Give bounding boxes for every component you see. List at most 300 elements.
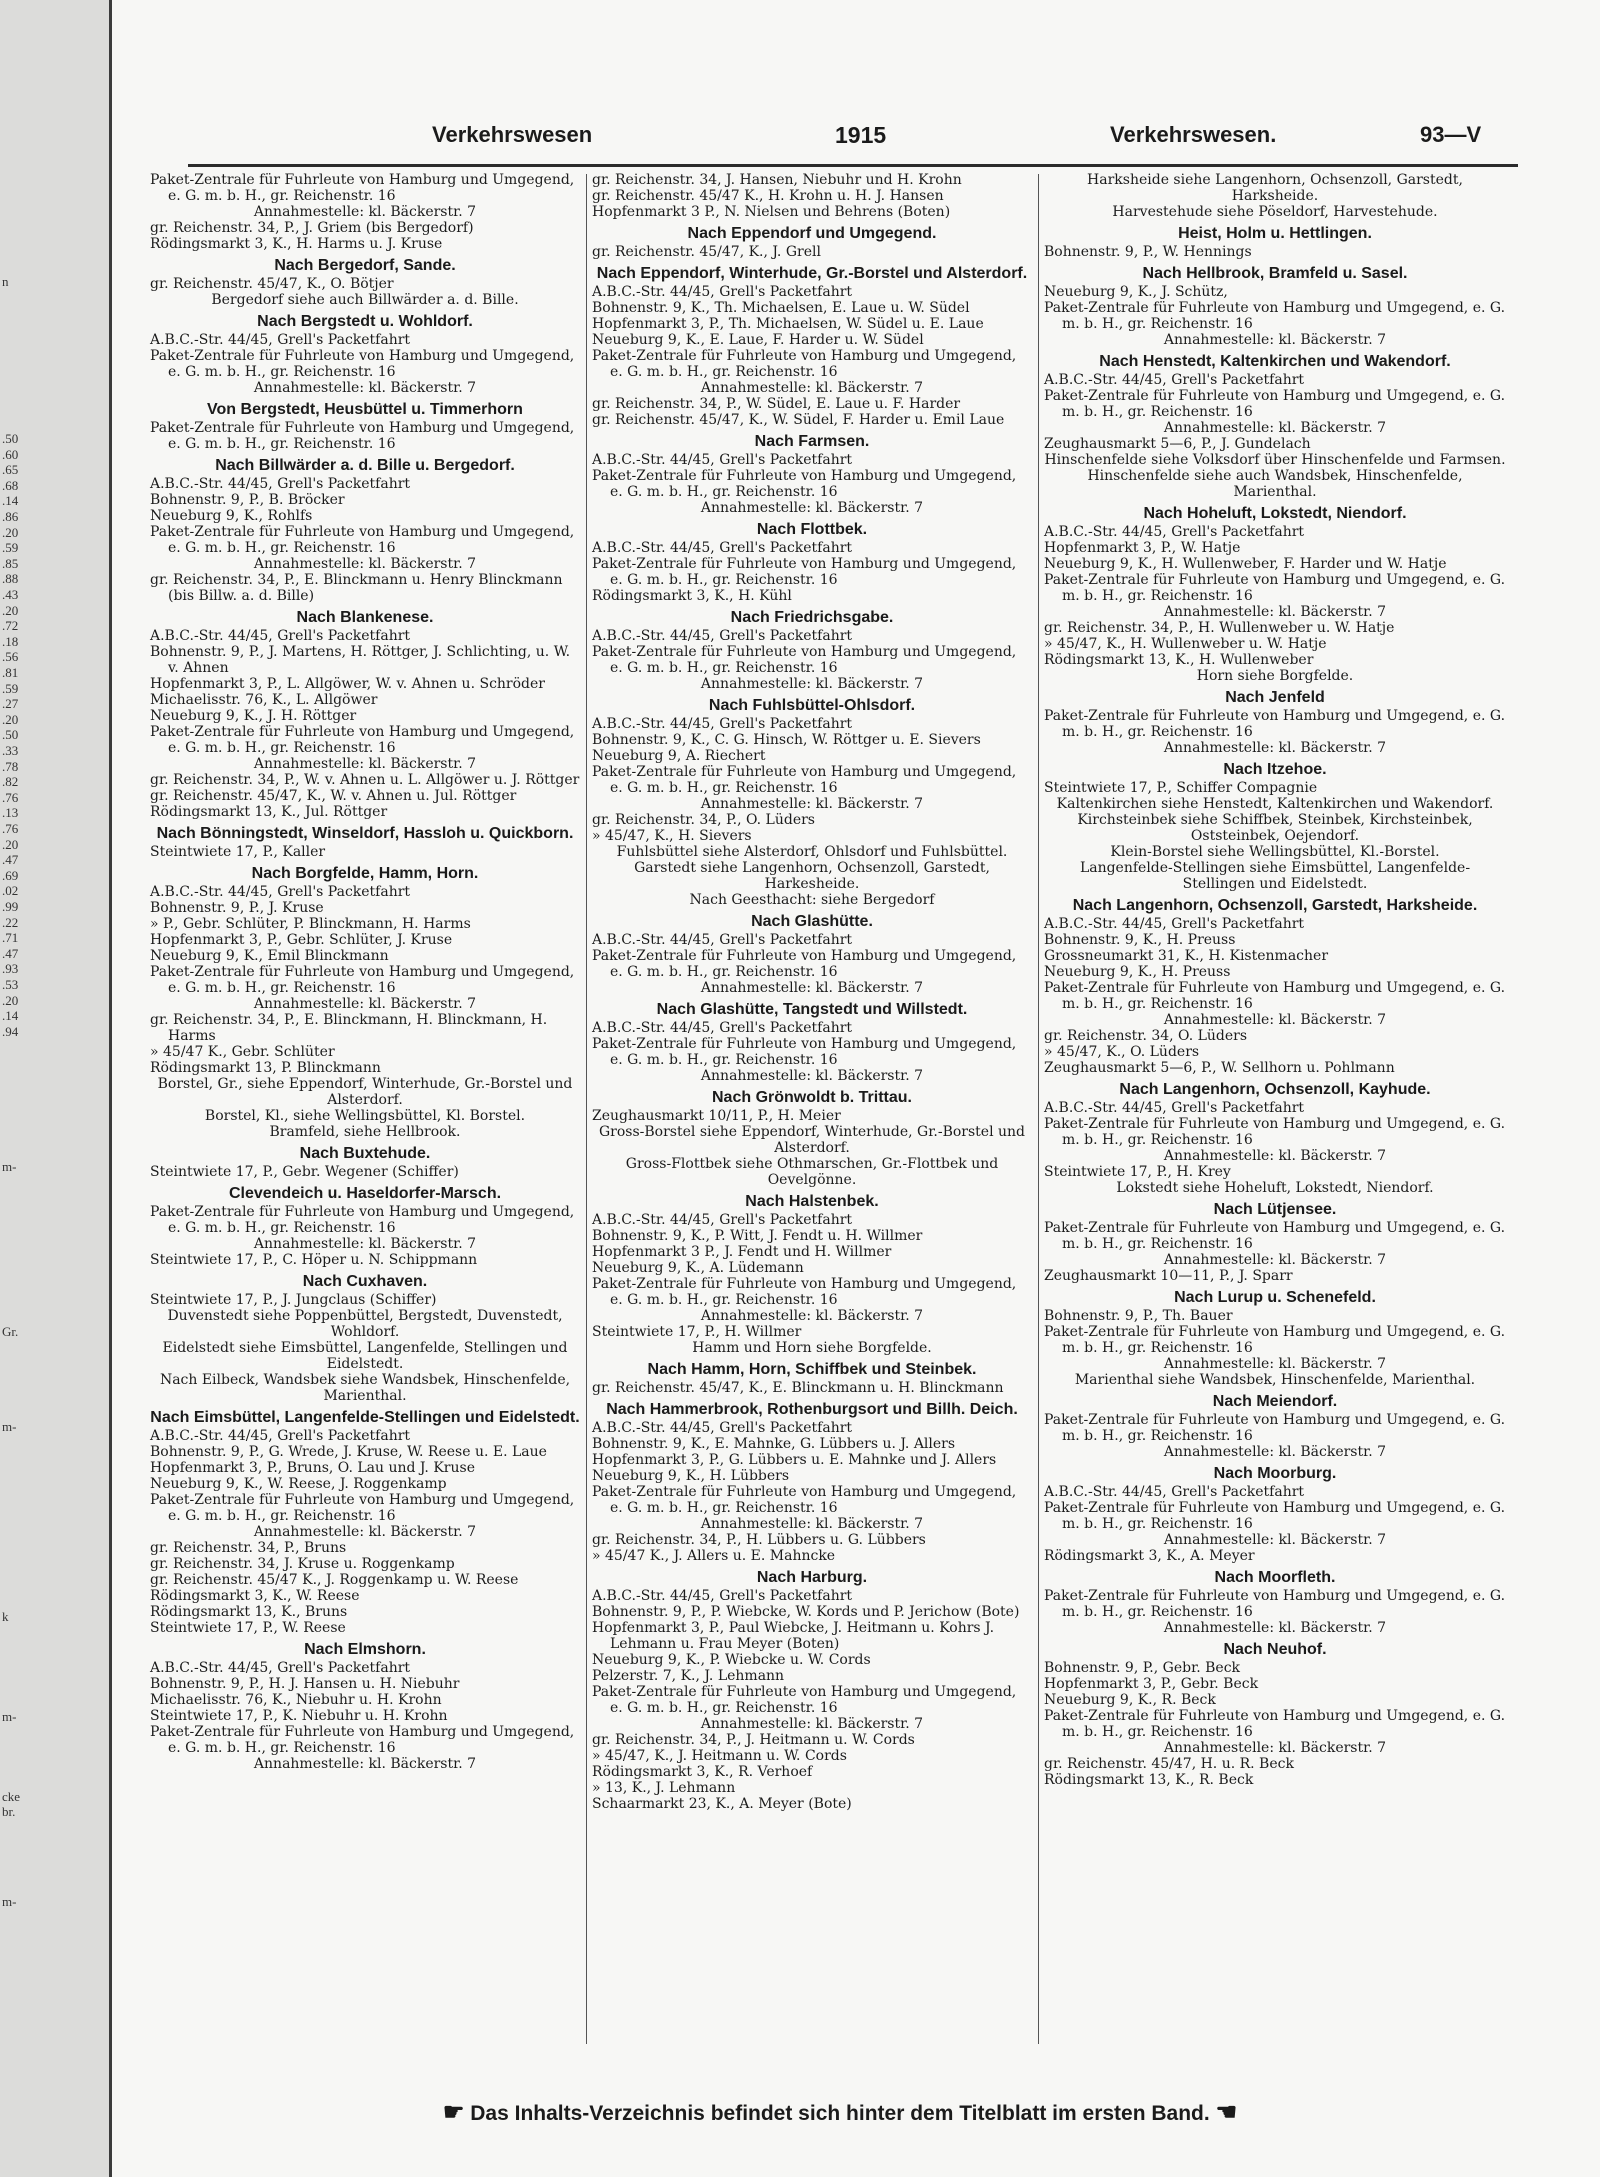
- directory-entry: Bohnenstr. 9, P., J. Kruse: [150, 900, 324, 916]
- directory-entry: gr. Reichenstr. 34, P., J. Heitmann u. W. Cords: [592, 1732, 915, 1748]
- cross-reference: Hinschenfelde siehe auch Wandsbek, Hinschenfelde, Marienthal.: [1087, 468, 1463, 500]
- cross-reference: Lokstedt siehe Hoheluft, Lokstedt, Niendorf.: [1116, 1180, 1434, 1196]
- directory-entry: A.B.C.-Str. 44/45, Grell's Packetfahrt: [592, 1212, 853, 1228]
- gutter-fragment: m-: [2, 1419, 17, 1434]
- directory-entry: Bohnenstr. 9, K., P. Witt, J. Fendt u. H. Willmer: [592, 1228, 923, 1244]
- column-1: [150, 172, 580, 1772]
- cross-reference: Kaltenkirchen siehe Henstedt, Kaltenkirchen und Wakendorf.: [1056, 796, 1494, 812]
- cross-reference: Eidelstedt siehe Eimsbüttel, Langenfelde, Stellingen und Eidelstedt.: [162, 1340, 568, 1372]
- footer-text: Das Inhalts-Verzeichnis befindet sich hinter dem Titelblatt im ersten Band.: [470, 2102, 1210, 2125]
- gutter-number: .02: [2, 883, 19, 899]
- directory-entry: Paket-Zentrale für Fuhrleute von Hamburg und Umgegend, e. G. m. b. H., gr. Reichenstr. 16: [150, 1492, 575, 1524]
- directory-entry: Neueburg 9, K., A. Lüdemann: [592, 1260, 804, 1276]
- directory-entry: » 45/47, K., H. Wullenweber u. W. Hatje: [1044, 636, 1327, 652]
- section-heading: Nach Halstenbek.: [745, 1193, 879, 1210]
- cross-reference: Annahmestelle: kl. Bäckerstr. 7: [700, 676, 924, 692]
- directory-entry: Rödingsmarkt 3, K., A. Meyer: [1044, 1548, 1255, 1564]
- cross-reference: Harksheide siehe Langenhorn, Ochsenzoll, Garstedt, Harksheide.: [1087, 172, 1463, 204]
- section-heading: Nach Henstedt, Kaltenkirchen und Wakendorf.: [1099, 353, 1451, 370]
- gutter-number: .78: [2, 758, 19, 774]
- footer-note: [120, 2098, 1560, 2127]
- directory-entry: Bohnenstr. 9, K., H. Preuss: [1044, 932, 1236, 948]
- directory-entry: Neueburg 9, K., P. Wiebcke u. W. Cords: [592, 1652, 871, 1668]
- directory-entry: Paket-Zentrale für Fuhrleute von Hamburg und Umgegend, e. G. m. b. H., gr. Reichenstr. 16: [1044, 1324, 1506, 1356]
- section-heading: Nach Eppendorf und Umgegend.: [687, 225, 937, 242]
- directory-entry: A.B.C.-Str. 44/45, Grell's Packetfahrt: [150, 1660, 411, 1676]
- cross-reference: Annahmestelle: kl. Bäckerstr. 7: [1163, 1252, 1387, 1268]
- header-rule: [188, 164, 1518, 167]
- page-header: [120, 122, 1560, 162]
- gutter-number: .94: [2, 1023, 19, 1039]
- cross-reference: Annahmestelle: kl. Bäckerstr. 7: [700, 980, 924, 996]
- directory-entry: Hopfenmarkt 3, P., G. Lübbers u. E. Mahnke und J. Allers: [592, 1452, 997, 1468]
- directory-entry: » 45/47, K., O. Lüders: [1044, 1044, 1200, 1060]
- directory-entry: Paket-Zentrale für Fuhrleute von Hamburg und Umgegend, e. G. m. b. H., gr. Reichenstr. 16: [150, 348, 575, 380]
- section-heading: Nach Fuhlsbüttel-Ohlsdorf.: [708, 697, 916, 714]
- gutter-number: .43: [2, 587, 19, 602]
- gutter-number: .53: [2, 977, 19, 992]
- directory-entry: Bohnenstr. 9, P., G. Wrede, J. Kruse, W. Reese u. E. Laue: [150, 1444, 547, 1460]
- section-heading: Nach Flottbek.: [756, 521, 868, 538]
- cross-reference: Nach Geesthacht: siehe Bergedorf: [689, 892, 935, 908]
- directory-entry: Hopfenmarkt 3 P., J. Fendt und H. Willmer: [592, 1244, 892, 1260]
- cross-reference: Annahmestelle: kl. Bäckerstr. 7: [1163, 1620, 1387, 1636]
- directory-entry: » 45/47 K., Gebr. Schlüter: [150, 1044, 335, 1060]
- gutter-number: .88: [2, 571, 19, 587]
- gutter-number: .76: [2, 821, 19, 836]
- section-heading: Nach Hamm, Horn, Schiffbek und Steinbek.: [647, 1361, 977, 1378]
- directory-entry: Paket-Zentrale für Fuhrleute von Hamburg und Umgegend, e. G. m. b. H., gr. Reichenstr. 16: [150, 420, 575, 452]
- section-heading: Nach Langenhorn, Ochsenzoll, Garstedt, Harksheide.: [1072, 897, 1478, 914]
- gutter-fragment: n: [2, 274, 9, 289]
- directory-entry: A.B.C.-Str. 44/45, Grell's Packetfahrt: [150, 332, 411, 348]
- cross-reference: Annahmestelle: kl. Bäckerstr. 7: [1163, 1148, 1387, 1164]
- directory-entry: Bohnenstr. 9, P., P. Wiebcke, W. Kords und P. Jerichow (Bote): [592, 1604, 1020, 1620]
- directory-entry: Neueburg 9, K., H. Lübbers: [592, 1468, 790, 1484]
- gutter-number: .76: [2, 789, 19, 805]
- directory-entry: A.B.C.-Str. 44/45, Grell's Packetfahrt: [150, 476, 411, 492]
- cross-reference: Gross-Borstel siehe Eppendorf, Winterhude, Gr.-Borstel und Alsterdorf.: [598, 1124, 1025, 1156]
- directory-entry: Neueburg 9, A. Riechert: [592, 748, 766, 764]
- directory-entry: gr. Reichenstr. 45/47, H. u. R. Beck: [1044, 1756, 1294, 1772]
- section-heading: Nach Bergstedt u. Wohldorf.: [257, 313, 473, 330]
- directory-entry: A.B.C.-Str. 44/45, Grell's Packetfahrt: [592, 1020, 853, 1036]
- header-right-title: Verkehrswesen.: [1110, 122, 1277, 147]
- directory-entry: Bohnenstr. 9, K., Th. Michaelsen, E. Laue u. W. Südel: [592, 300, 970, 316]
- directory-entry: Paket-Zentrale für Fuhrleute von Hamburg und Umgegend, e. G. m. b. H., gr. Reichenstr. 16: [1044, 1500, 1506, 1532]
- pointing-hand-right-icon: ☛: [442, 2099, 465, 2126]
- cross-reference: Annahmestelle: kl. Bäckerstr. 7: [1163, 1356, 1387, 1372]
- section-heading: Nach Blankenese.: [296, 609, 434, 626]
- gutter-number: .65: [2, 462, 19, 478]
- section-heading: Nach Eppendorf, Winterhude, Gr.-Borstel und Alsterdorf.: [596, 265, 1028, 282]
- gutter-number: .69: [2, 867, 19, 883]
- directory-entry: Hopfenmarkt 3 P., N. Nielsen und Behrens (Boten): [592, 204, 951, 220]
- directory-entry: Hopfenmarkt 3, P., L. Allgöwer, W. v. Ahnen u. Schröder: [150, 676, 545, 692]
- section-heading: Nach Billwärder a. d. Bille u. Bergedorf.: [215, 457, 515, 474]
- directory-entry: Paket-Zentrale für Fuhrleute von Hamburg und Umgegend, e. G. m. b. H., gr. Reichenstr. 16: [592, 644, 1017, 676]
- section-heading: Nach Bergedorf, Sande.: [274, 257, 456, 274]
- page-number: 93—V: [1420, 122, 1482, 147]
- gutter-number: .59: [2, 540, 19, 556]
- directory-entry: Bohnenstr. 9, P., J. Martens, H. Röttger, J. Schlichting, u. W. v. Ahnen: [150, 644, 571, 676]
- cross-reference: Annahmestelle: kl. Bäckerstr. 7: [700, 1308, 924, 1324]
- section-heading: Nach Itzehoe.: [1223, 761, 1327, 778]
- cross-reference: Annahmestelle: kl. Bäckerstr. 7: [700, 500, 924, 516]
- gutter-fragment: m-: [2, 1159, 17, 1174]
- cross-reference: Langenfelde-Stellingen siehe Eimsbüttel, Langenfelde-Stellingen und Eidelstedt.: [1079, 860, 1471, 892]
- directory-entry: Rödingsmarkt 13, K., R. Beck: [1044, 1772, 1254, 1788]
- section-heading: Nach Neuhof.: [1223, 1641, 1327, 1658]
- section-heading: Nach Lurup u. Schenefeld.: [1174, 1289, 1376, 1306]
- directory-entry: Rödingsmarkt 13, P. Blinckmann: [150, 1060, 381, 1076]
- directory-entry: Rödingsmarkt 13, K., Jul. Röttger: [150, 804, 388, 820]
- section-heading: Nach Borgfelde, Hamm, Horn.: [251, 865, 479, 882]
- directory-entry: gr. Reichenstr. 45/47, K., E. Blinckmann u. H. Blinckmann: [592, 1380, 1004, 1396]
- directory-entry: Paket-Zentrale für Fuhrleute von Hamburg und Umgegend, e. G. m. b. H., gr. Reichenstr. 16: [592, 468, 1017, 500]
- directory-entry: Paket-Zentrale für Fuhrleute von Hamburg und Umgegend, e. G. m. b. H., gr. Reichenstr. 16: [1044, 1708, 1506, 1740]
- section-heading: Nach Jenfeld: [1225, 689, 1325, 706]
- gutter-number: .68: [2, 477, 19, 493]
- directory-entry: Paket-Zentrale für Fuhrleute von Hamburg und Umgegend, e. G. m. b. H., gr. Reichenstr. 16: [1044, 1588, 1506, 1620]
- directory-entry: Paket-Zentrale für Fuhrleute von Hamburg und Umgegend, e. G. m. b. H., gr. Reichenstr. 16: [592, 1684, 1017, 1716]
- directory-entry: A.B.C.-Str. 44/45, Grell's Packetfahrt: [592, 284, 853, 300]
- directory-entry: gr. Reichenstr. 34, P., H. Lübbers u. G. Lübbers: [592, 1532, 926, 1548]
- directory-entry: Paket-Zentrale für Fuhrleute von Hamburg und Umgegend, e. G. m. b. H., gr. Reichenstr. 16: [592, 556, 1017, 588]
- gutter-number: .14: [2, 1008, 19, 1024]
- directory-entry: Paket-Zentrale für Fuhrleute von Hamburg und Umgegend, e. G. m. b. H., gr. Reichenstr. 16: [592, 764, 1017, 796]
- directory-entry: gr. Reichenstr. 45/47, K., W. v. Ahnen u. Jul. Röttger: [150, 788, 517, 804]
- gutter-number: .20: [2, 992, 19, 1008]
- section-heading: Nach Farmsen.: [754, 433, 870, 450]
- directory-entry: gr. Reichenstr. 45/47, K., J. Grell: [592, 244, 821, 260]
- gutter-number: .47: [2, 945, 19, 961]
- gutter-number: .93: [2, 961, 19, 977]
- gutter-number: .14: [2, 493, 19, 509]
- directory-entry: Neueburg 9, K., H. Wullenweber, F. Harder und W. Hatje: [1044, 556, 1447, 572]
- gutter-fragment: br.: [2, 1804, 16, 1819]
- gutter-fragment: k: [2, 1609, 9, 1624]
- section-heading: Nach Harburg.: [756, 1569, 868, 1586]
- directory-entry: Neueburg 9, K., H. Preuss: [1044, 964, 1231, 980]
- directory-entry: Paket-Zentrale für Fuhrleute von Hamburg und Umgegend, e. G. m. b. H., gr. Reichenstr. 16: [150, 1204, 575, 1236]
- directory-entry: Paket-Zentrale für Fuhrleute von Hamburg und Umgegend, e. G. m. b. H., gr. Reichenstr. 16: [592, 348, 1017, 380]
- directory-entry: gr. Reichenstr. 45/47, K., O. Bötjer: [150, 276, 394, 292]
- cross-reference: Annahmestelle: kl. Bäckerstr. 7: [253, 996, 477, 1012]
- cross-reference: Annahmestelle: kl. Bäckerstr. 7: [1163, 1532, 1387, 1548]
- directory-entry: Michaelisstr. 76, K., Niebuhr u. H. Krohn: [150, 1692, 442, 1708]
- directory-entry: A.B.C.-Str. 44/45, Grell's Packetfahrt: [592, 540, 853, 556]
- directory-entry: Michaelisstr. 76, K., L. Allgöwer: [150, 692, 378, 708]
- gutter-number: .13: [2, 805, 19, 821]
- gutter-number: .20: [2, 524, 19, 540]
- gutter-number: .99: [2, 899, 19, 914]
- directory-entry: Steintwiete 17, P., Gebr. Wegener (Schiffer): [150, 1164, 459, 1180]
- directory-entry: gr. Reichenstr. 45/47 K., J. Roggenkamp u. W. Reese: [150, 1572, 519, 1588]
- directory-entry: Paket-Zentrale für Fuhrleute von Hamburg und Umgegend, e. G. m. b. H., gr. Reichenstr. 16: [150, 524, 575, 556]
- directory-entry: Paket-Zentrale für Fuhrleute von Hamburg und Umgegend, e. G. m. b. H., gr. Reichenstr. 16: [1044, 388, 1506, 420]
- cross-reference: Hamm und Horn siehe Borgfelde.: [692, 1340, 932, 1356]
- directory-entry: Paket-Zentrale für Fuhrleute von Hamburg und Umgegend, e. G. m. b. H., gr. Reichenstr. 16: [1044, 1116, 1506, 1148]
- directory-entry: Steintwiete 17, P., H. Krey: [1044, 1164, 1231, 1180]
- directory-entry: » P., Gebr. Schlüter, P. Blinckmann, H. Harms: [150, 916, 471, 932]
- directory-entry: Zeughausmarkt 5—6, P., J. Gundelach: [1044, 436, 1311, 452]
- cross-reference: Fuhlsbüttel siehe Alsterdorf, Ohlsdorf und Fuhlsbüttel.: [616, 844, 1008, 860]
- directory-entry: Neueburg 9, K., E. Laue, F. Harder u. W. Südel: [592, 332, 924, 348]
- gutter-fragment: cke: [2, 1789, 21, 1804]
- directory-entry: Hopfenmarkt 3, P., Th. Michaelsen, W. Südel u. E. Laue: [592, 316, 984, 332]
- directory-entry: Hopfenmarkt 3, P., Gebr. Beck: [1044, 1676, 1259, 1692]
- gutter-number: .18: [2, 633, 19, 649]
- directory-entry: A.B.C.-Str. 44/45, Grell's Packetfahrt: [150, 884, 411, 900]
- cross-reference: Harvestehude siehe Pöseldorf, Harvestehude.: [1112, 204, 1438, 220]
- directory-entry: gr. Reichenstr. 34, P., E. Blinckmann, H. Blinckmann, H. Harms: [150, 1012, 548, 1044]
- cross-reference: Annahmestelle: kl. Bäckerstr. 7: [700, 380, 924, 396]
- directory-entry: Rödingsmarkt 3, K., H. Kühl: [592, 588, 792, 604]
- gutter-number: .33: [2, 743, 19, 758]
- cross-reference: Borstel, Gr., siehe Eppendorf, Winterhude, Gr.-Borstel und Alsterdorf.: [157, 1076, 573, 1108]
- directory-entry: Hopfenmarkt 3, P., Paul Wiebcke, J. Heitmann u. Kohrs J. Lehmann u. Frau Meyer (Boten): [592, 1620, 995, 1652]
- directory-entry: Steintwiete 17, P., H. Willmer: [592, 1324, 802, 1340]
- gutter-number: .50: [2, 727, 19, 743]
- directory-entry: Bohnenstr. 9, P., Th. Bauer: [1044, 1308, 1233, 1324]
- cross-reference: Annahmestelle: kl. Bäckerstr. 7: [253, 1524, 477, 1540]
- directory-entry: Rödingsmarkt 13, K., H. Wullenweber: [1044, 652, 1314, 668]
- directory-entry: gr. Reichenstr. 34, P., H. Wullenweber u. W. Hatje: [1044, 620, 1395, 636]
- directory-entry: Neueburg 9, K., W. Reese, J. Roggenkamp: [150, 1476, 447, 1492]
- directory-entry: gr. Reichenstr. 34, P., W. Südel, E. Laue u. F. Harder: [592, 396, 961, 412]
- gutter-number: .86: [2, 509, 19, 524]
- gutter-number: .56: [2, 649, 19, 665]
- gutter-fragment: m-: [2, 1709, 17, 1724]
- directory-entry: A.B.C.-Str. 44/45, Grell's Packetfahrt: [1044, 1100, 1305, 1116]
- directory-entry: A.B.C.-Str. 44/45, Grell's Packetfahrt: [592, 932, 853, 948]
- directory-entry: Paket-Zentrale für Fuhrleute von Hamburg und Umgegend, e. G. m. b. H., gr. Reichenstr. 16: [150, 1724, 575, 1756]
- cross-reference: Annahmestelle: kl. Bäckerstr. 7: [1163, 1012, 1387, 1028]
- directory-entry: Neueburg 9, K., J. Schütz,: [1044, 284, 1228, 300]
- directory-entry: A.B.C.-Str. 44/45, Grell's Packetfahrt: [592, 628, 853, 644]
- cross-reference: Annahmestelle: kl. Bäckerstr. 7: [1163, 740, 1387, 756]
- gutter-number: .82: [2, 774, 19, 790]
- directory-entry: Neueburg 9, K., R. Beck: [1044, 1692, 1216, 1708]
- gutter-number: .71: [2, 930, 19, 946]
- directory-entry: Paket-Zentrale für Fuhrleute von Hamburg und Umgegend, e. G. m. b. H., gr. Reichenstr. 16: [1044, 572, 1506, 604]
- cross-reference: Annahmestelle: kl. Bäckerstr. 7: [253, 1236, 477, 1252]
- directory-entry: gr. Reichenstr. 34, P., O. Lüders: [592, 812, 815, 828]
- gutter-number: .20: [2, 836, 19, 852]
- cross-reference: Borstel, Kl., siehe Wellingsbüttel, Kl. Borstel.: [204, 1108, 526, 1124]
- directory-entry: gr. Reichenstr. 45/47 K., H. Krohn u. H. J. Hansen: [592, 188, 944, 204]
- cross-reference: Annahmestelle: kl. Bäckerstr. 7: [1163, 332, 1387, 348]
- section-heading: Nach Moorburg.: [1213, 1465, 1337, 1482]
- section-heading: Nach Moorfleth.: [1214, 1569, 1336, 1586]
- directory-entry: Hopfenmarkt 3, P., Bruns, O. Lau und J. Kruse: [150, 1460, 475, 1476]
- section-heading: Nach Glashütte.: [751, 913, 873, 930]
- section-heading: Clevendeich u. Haseldorfer-Marsch.: [228, 1185, 502, 1202]
- cross-reference: Marienthal siehe Wandsbek, Hinschenfelde, Marienthal.: [1074, 1372, 1476, 1388]
- cross-reference: Annahmestelle: kl. Bäckerstr. 7: [1163, 1740, 1387, 1756]
- directory-entry: A.B.C.-Str. 44/45, Grell's Packetfahrt: [592, 1588, 853, 1604]
- directory-entry: A.B.C.-Str. 44/45, Grell's Packetfahrt: [1044, 372, 1305, 388]
- directory-entry: Steintwiete 17, P., C. Höper u. N. Schippmann: [150, 1252, 478, 1268]
- directory-entry: Pelzerstr. 7, K., J. Lehmann: [592, 1668, 785, 1684]
- pointing-hand-left-icon: ☚: [1215, 2099, 1238, 2126]
- directory-entry: Paket-Zentrale für Fuhrleute von Hamburg und Umgegend, e. G. m. b. H., gr. Reichenstr. 16: [1044, 1412, 1506, 1444]
- directory-entry: gr. Reichenstr. 45/47, K., W. Südel, F. Harder u. Emil Laue: [592, 412, 1005, 428]
- directory-entry: Bohnenstr. 9, P., B. Bröcker: [150, 492, 345, 508]
- directory-entry: Hopfenmarkt 3, P., Gebr. Schlüter, J. Kruse: [150, 932, 453, 948]
- directory-entry: Steintwiete 17, P., Kaller: [150, 844, 326, 860]
- section-heading: Nach Eimsbüttel, Langenfelde-Stellingen und Eidelstedt.: [150, 1409, 580, 1426]
- directory-entry: Bohnenstr. 9, P., H. J. Hansen u. H. Niebuhr: [150, 1676, 460, 1692]
- cross-reference: Annahmestelle: kl. Bäckerstr. 7: [1163, 420, 1387, 436]
- gutter-number: .22: [2, 914, 19, 930]
- directory-entry: A.B.C.-Str. 44/45, Grell's Packetfahrt: [592, 716, 853, 732]
- directory-entry: Paket-Zentrale für Fuhrleute von Hamburg und Umgegend, e. G. m. b. H., gr. Reichenstr. 16: [592, 1276, 1017, 1308]
- directory-entry: A.B.C.-Str. 44/45, Grell's Packetfahrt: [1044, 1484, 1305, 1500]
- cross-reference: Klein-Borstel siehe Wellingsbüttel, Kl.-Borstel.: [1110, 844, 1440, 860]
- directory-entry: Paket-Zentrale für Fuhrleute von Hamburg und Umgegend, e. G. m. b. H., gr. Reichenstr. 16: [150, 964, 575, 996]
- gutter-number: .81: [2, 665, 19, 680]
- gutter-fragment: Gr.: [2, 1324, 19, 1339]
- directory-entry: Paket-Zentrale für Fuhrleute von Hamburg und Umgegend, e. G. m. b. H., gr. Reichenstr. 16: [150, 172, 575, 204]
- cross-reference: Annahmestelle: kl. Bäckerstr. 7: [253, 380, 477, 396]
- cross-reference: Nach Eilbeck, Wandsbek siehe Wandsbek, Hinschenfelde, Marienthal.: [159, 1372, 571, 1404]
- gutter-number: .50: [2, 431, 19, 446]
- directory-entry: Paket-Zentrale für Fuhrleute von Hamburg und Umgegend, e. G. m. b. H., gr. Reichenstr. 16: [150, 724, 575, 756]
- section-heading: Nach Hellbrook, Bramfeld u. Sasel.: [1142, 265, 1408, 282]
- directory-entry: » 45/47, K., H. Sievers: [592, 828, 752, 844]
- gutter-number: .85: [2, 555, 19, 571]
- column-divider: [1038, 174, 1039, 2044]
- directory-entry: Zeughausmarkt 5—6, P., W. Sellhorn u. Pohlmann: [1044, 1060, 1395, 1076]
- column-3: [1044, 172, 1506, 1788]
- directory-entry: Bohnenstr. 9, K., E. Mahnke, G. Lübbers u. J. Allers: [592, 1436, 956, 1452]
- cross-reference: Garstedt siehe Langenhorn, Ochsenzoll, Garstedt, Harkesheide.: [634, 860, 990, 892]
- cross-reference: Annahmestelle: kl. Bäckerstr. 7: [253, 756, 477, 772]
- cross-reference: Hinschenfelde siehe Volksdorf über Hinschenfelde und Farmsen.: [1044, 452, 1506, 468]
- directory-entry: Paket-Zentrale für Fuhrleute von Hamburg und Umgegend, e. G. m. b. H., gr. Reichenstr. 16: [592, 1036, 1017, 1068]
- section-heading: Heist, Holm u. Hettlingen.: [1178, 225, 1372, 242]
- directory-entry: » 13, K., J. Lehmann: [592, 1780, 736, 1796]
- directory-entry: Paket-Zentrale für Fuhrleute von Hamburg und Umgegend, e. G. m. b. H., gr. Reichenstr. 16: [1044, 300, 1506, 332]
- header-left-title: Verkehrswesen: [432, 122, 593, 147]
- cross-reference: Annahmestelle: kl. Bäckerstr. 7: [253, 204, 477, 220]
- cross-reference: Bergedorf siehe auch Billwärder a. d. Bille.: [211, 292, 519, 308]
- gutter-number: .27: [2, 696, 19, 712]
- section-heading: Nach Buxtehude.: [299, 1145, 431, 1162]
- cross-reference: Duvenstedt siehe Poppenbüttel, Bergstedt, Duvenstedt, Wohldorf.: [167, 1308, 563, 1340]
- section-heading: Nach Elmshorn.: [304, 1641, 426, 1658]
- directory-entry: Schaarmarkt 23, K., A. Meyer (Bote): [592, 1796, 852, 1812]
- section-heading: Nach Langenhorn, Ochsenzoll, Kayhude.: [1119, 1081, 1431, 1098]
- section-heading: Nach Glashütte, Tangstedt und Willstedt.: [656, 1001, 968, 1018]
- cross-reference: Annahmestelle: kl. Bäckerstr. 7: [253, 1756, 477, 1772]
- directory-entry: Paket-Zentrale für Fuhrleute von Hamburg und Umgegend, e. G. m. b. H., gr. Reichenstr. 16: [1044, 1220, 1506, 1252]
- cross-reference: Annahmestelle: kl. Bäckerstr. 7: [700, 1716, 924, 1732]
- directory-entry: Hopfenmarkt 3, P., W. Hatje: [1044, 540, 1241, 556]
- directory-entry: A.B.C.-Str. 44/45, Grell's Packetfahrt: [150, 1428, 411, 1444]
- directory-entry: Neueburg 9, K., Rohlfs: [150, 508, 313, 524]
- cross-reference: Kirchsteinbek siehe Schiffbek, Steinbek, Kirchsteinbek, Oststeinbek, Oejendorf.: [1077, 812, 1473, 844]
- directory-entry: Zeughausmarkt 10—11, P., J. Sparr: [1044, 1268, 1293, 1284]
- directory-entry: Rödingsmarkt 13, K., Bruns: [150, 1604, 348, 1620]
- directory-entry: gr. Reichenstr. 34, P., W. v. Ahnen u. L. Allgöwer u. J. Röttger: [150, 772, 580, 788]
- section-heading: Nach Cuxhaven.: [302, 1273, 428, 1290]
- cross-reference: Bramfeld, siehe Hellbrook.: [269, 1124, 461, 1140]
- gutter-number: .60: [2, 446, 19, 462]
- directory-entry: A.B.C.-Str. 44/45, Grell's Packetfahrt: [592, 452, 853, 468]
- directory-entry: gr. Reichenstr. 34, P., E. Blinckmann u. Henry Blinckmann (bis Billw. a. d. Bille): [150, 572, 563, 604]
- directory-entry: Paket-Zentrale für Fuhrleute von Hamburg und Umgegend, e. G. m. b. H., gr. Reichenstr. 16: [1044, 980, 1506, 1012]
- gutter-number: .47: [2, 852, 19, 868]
- column-divider: [586, 174, 587, 2044]
- gutter-number: .20: [2, 602, 19, 618]
- directory-entry: Steintwiete 17, P., J. Jungclaus (Schiffer): [150, 1292, 437, 1308]
- left-page-margin: [0, 0, 112, 2177]
- section-heading: Nach Lütjensee.: [1213, 1201, 1337, 1218]
- directory-entry: Steintwiete 17, P., W. Reese: [150, 1620, 346, 1636]
- directory-entry: Neueburg 9, K., J. H. Röttger: [150, 708, 357, 724]
- section-heading: Nach Hoheluft, Lokstedt, Niendorf.: [1143, 505, 1407, 522]
- directory-entry: Paket-Zentrale für Fuhrleute von Hamburg und Umgegend, e. G. m. b. H., gr. Reichenstr. 16: [592, 1484, 1017, 1516]
- directory-entry: Grossneumarkt 31, K., H. Kistenmacher: [1044, 948, 1329, 964]
- directory-page: [120, 60, 1560, 2150]
- directory-entry: gr. Reichenstr. 34, J. Hansen, Niebuhr und H. Krohn: [592, 172, 962, 188]
- section-heading: Nach Friedrichsgabe.: [730, 609, 894, 626]
- directory-entry: gr. Reichenstr. 34, O. Lüders: [1044, 1028, 1248, 1044]
- directory-entry: » 45/47 K., J. Allers u. E. Mahncke: [592, 1548, 836, 1564]
- directory-entry: Steintwiete 17, P., K. Niebuhr u. H. Krohn: [150, 1708, 448, 1724]
- cross-reference: Annahmestelle: kl. Bäckerstr. 7: [700, 1068, 924, 1084]
- directory-entry: A.B.C.-Str. 44/45, Grell's Packetfahrt: [150, 628, 411, 644]
- directory-entry: gr. Reichenstr. 34, J. Kruse u. Roggenkamp: [150, 1556, 455, 1572]
- directory-entry: Rödingsmarkt 3, K., R. Verhoef: [592, 1764, 813, 1780]
- gutter-number: .72: [2, 618, 19, 634]
- directory-entry: Bohnenstr. 9, K., C. G. Hinsch, W. Röttger u. E. Sievers: [592, 732, 981, 748]
- directory-entry: Neueburg 9, K., Emil Blinckmann: [150, 948, 389, 964]
- cross-reference: Horn siehe Borgfelde.: [1196, 668, 1354, 684]
- directory-entry: Steintwiete 17, P., Schiffer Compagnie: [1044, 780, 1318, 796]
- gutter-number: .59: [2, 680, 19, 696]
- directory-entry: A.B.C.-Str. 44/45, Grell's Packetfahrt: [592, 1420, 853, 1436]
- section-heading: Nach Grönwoldt b. Trittau.: [712, 1089, 912, 1106]
- directory-entry: Paket-Zentrale für Fuhrleute von Hamburg und Umgegend, e. G. m. b. H., gr. Reichenstr. 16: [592, 948, 1017, 980]
- header-year: 1915: [835, 122, 887, 148]
- directory-entry: gr. Reichenstr. 34, P., Bruns: [150, 1540, 347, 1556]
- cross-reference: Gross-Flottbek siehe Othmarschen, Gr.-Flottbek und Oevelgönne.: [625, 1156, 999, 1188]
- directory-entry: Bohnenstr. 9, P., Gebr. Beck: [1044, 1660, 1241, 1676]
- section-heading: Nach Hammerbrook, Rothenburgsort und Billh. Deich.: [606, 1401, 1018, 1418]
- directory-entry: A.B.C.-Str. 44/45, Grell's Packetfahrt: [1044, 524, 1305, 540]
- directory-entry: gr. Reichenstr. 34, P., J. Griem (bis Bergedorf): [150, 220, 474, 236]
- cross-reference: Annahmestelle: kl. Bäckerstr. 7: [1163, 604, 1387, 620]
- cross-reference: Annahmestelle: kl. Bäckerstr. 7: [700, 1516, 924, 1532]
- directory-entry: » 45/47, K., J. Heitmann u. W. Cords: [592, 1748, 847, 1764]
- cross-reference: Annahmestelle: kl. Bäckerstr. 7: [253, 556, 477, 572]
- directory-entry: Bohnenstr. 9, P., W. Hennings: [1044, 244, 1252, 260]
- directory-entry: A.B.C.-Str. 44/45, Grell's Packetfahrt: [1044, 916, 1305, 932]
- directory-entry: Rödingsmarkt 3, K., H. Harms u. J. Kruse: [150, 236, 443, 252]
- cross-reference: Annahmestelle: kl. Bäckerstr. 7: [700, 796, 924, 812]
- section-heading: Von Bergstedt, Heusbüttel u. Timmerhorn: [207, 401, 523, 418]
- column-2: [592, 172, 1032, 1812]
- section-heading: Nach Bönningstedt, Winseldorf, Hassloh u. Quickborn.: [156, 825, 574, 842]
- directory-entry: Zeughausmarkt 10/11, P., H. Meier: [592, 1108, 841, 1124]
- directory-entry: Paket-Zentrale für Fuhrleute von Hamburg und Umgegend, e. G. m. b. H., gr. Reichenstr. 16: [1044, 708, 1506, 740]
- cross-reference: Annahmestelle: kl. Bäckerstr. 7: [1163, 1444, 1387, 1460]
- section-heading: Nach Meiendorf.: [1212, 1393, 1338, 1410]
